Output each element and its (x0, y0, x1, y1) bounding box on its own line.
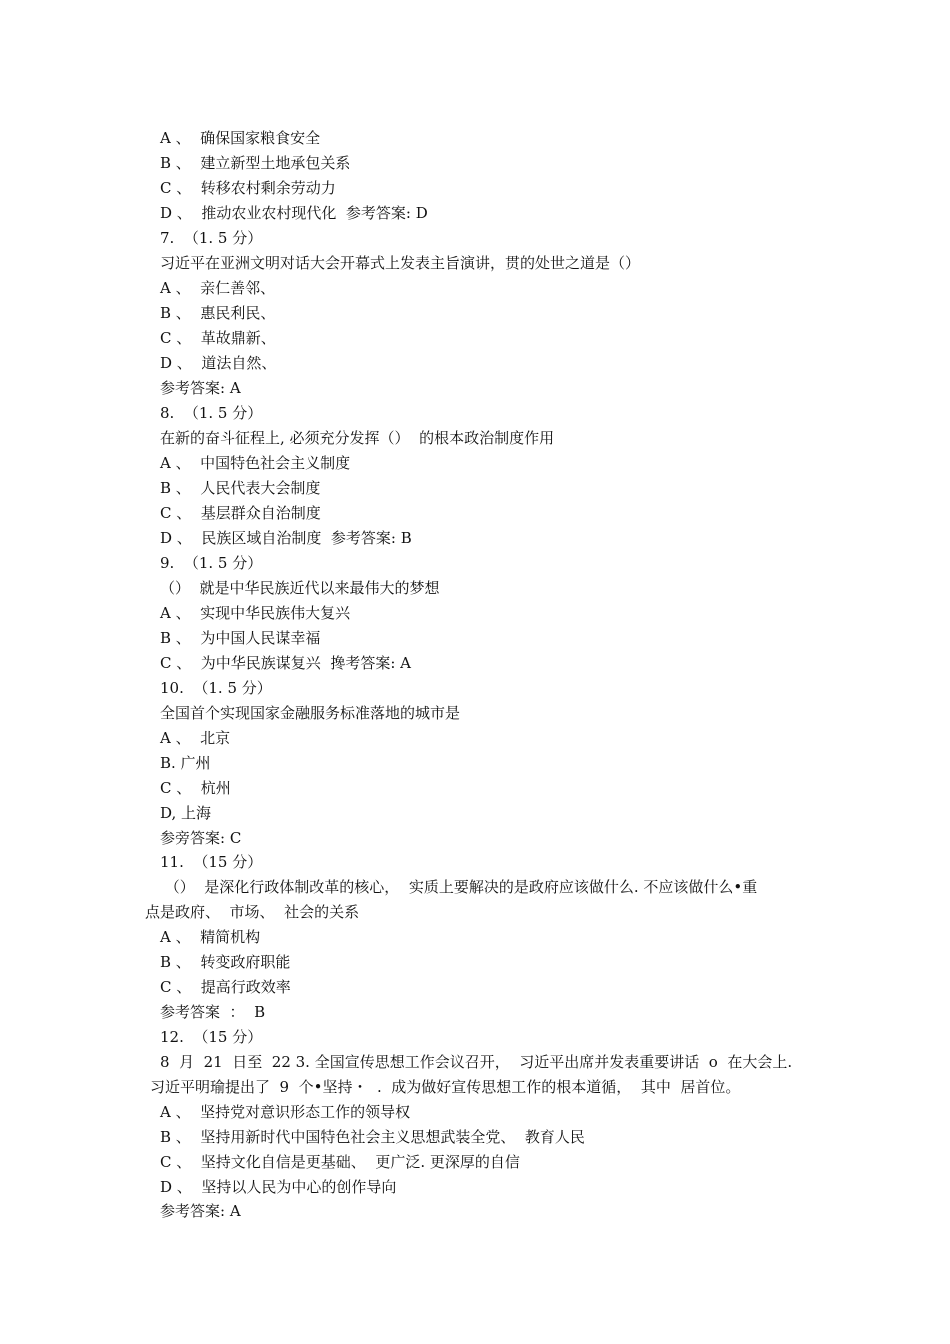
option-line: B 、 人民代表大会制度 (160, 479, 321, 497)
option-line: C 、 基层群众自治制度 (160, 504, 321, 522)
option-line: A 、 亲仁善邻、 (160, 279, 276, 297)
question-number: 8. （1. 5 分） (160, 404, 263, 422)
option-line: D 、 民族区域自治制度 参考答案: B (160, 529, 412, 547)
option-line: D 、 坚持以人民为中心的创作导向 (160, 1178, 397, 1196)
question-text: 8 月 21 日至 22 3. 全国宣传思想工作会议召开， 习近平出席并发表重要讲话 o 在大会上. (160, 1053, 793, 1071)
option-line: B 、 转变政府职能 (160, 953, 291, 971)
option-line: A 、 实现中华民族伟大复兴 (160, 604, 351, 622)
answer-line: 参考答案 ： B (160, 1003, 266, 1021)
question-text-continued: 习近平明瑜提出了 9 个•坚持・ . 成为做好宣传思想工作的根本道循， 其中 居首位。 (150, 1078, 741, 1096)
question-text: 习近平在亚洲文明对话大会开幕式上发表主旨演讲，贯的处世之道是（） (160, 254, 641, 272)
option-line: A 、 确保国家粮食安全 (160, 129, 321, 147)
option-line: B 、 惠民利民、 (160, 304, 276, 322)
answer-line: 参考答案: A (160, 1202, 241, 1220)
question-text: （） 是深化行政体制改革的核心， 实质上要解决的是政府应该做什么. 不应该做什么•重 (160, 878, 758, 896)
option-line: B 、 坚持用新时代中国特色社会主义思想武装全党、 教育人民 (160, 1128, 585, 1146)
option-line: D, 上海 (160, 804, 212, 822)
question-number: 9. （1. 5 分） (160, 554, 263, 572)
answer-line: 参考答案: A (160, 379, 241, 397)
question-number: 12. （15 分） (160, 1028, 263, 1046)
option-line: B 、 为中国人民谋幸福 (160, 629, 321, 647)
option-line: C 、 转移农村剩余劳动力 (160, 179, 336, 197)
option-line: C 、 革故鼎新、 (160, 329, 276, 347)
option-line: B. 广州 (160, 754, 211, 772)
option-line: B 、 建立新型土地承包关系 (160, 154, 351, 172)
option-line: D 、 道法自然、 (160, 354, 277, 372)
answer-line: 参旁答案: C (160, 829, 242, 847)
option-line: C 、 为中华民族谋复兴 搀考答案: A (160, 654, 411, 672)
question-number: 7. （1. 5 分） (160, 229, 263, 247)
option-line: C 、 坚持文化自信是更基础、 更广泛. 更深厚的自信 (160, 1153, 520, 1171)
question-text: （） 就是中华民族近代以来最伟大的梦想 (160, 579, 440, 597)
question-text: 全国首个实现国家金融服务标准落地的城市是 (160, 704, 461, 722)
option-line: C 、 提高行政效率 (160, 978, 291, 996)
option-line: A 、 坚持党对意识形态工作的领导权 (160, 1103, 411, 1121)
option-line: A 、 中国特色社会主义制度 (160, 454, 351, 472)
question-text: 在新的奋斗征程上, 必须充分发挥（） 的根本政治制度作用 (160, 429, 555, 447)
question-number: 11. （15 分） (160, 853, 263, 871)
option-line: A 、 精简机构 (160, 928, 261, 946)
option-line: D 、 推动农业农村现代化 参考答案: D (160, 204, 428, 222)
option-line: A 、 北京 (160, 729, 231, 747)
question-number: 10. （1. 5 分） (160, 679, 272, 697)
question-text-continued: 点是政府、 市场、 社会的关系 (145, 903, 360, 921)
option-line: C 、 杭州 (160, 779, 231, 797)
